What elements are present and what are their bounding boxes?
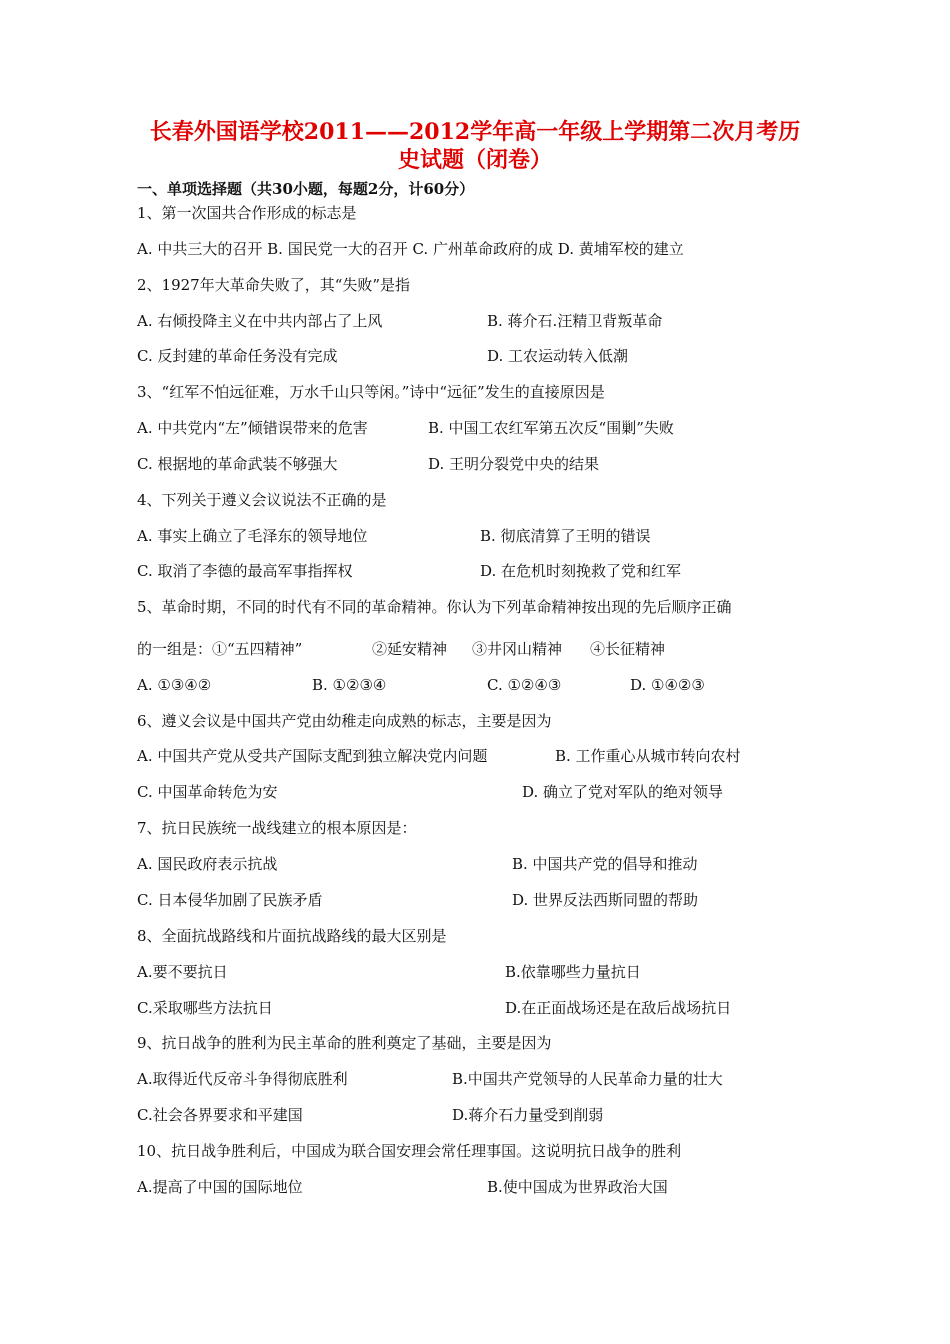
option-b: B. 中国共产党的倡导和推动 <box>512 855 698 873</box>
question-stem: 10、抗日战争胜利后，中国成为联合国安理会常任理事国。这说明抗日战争的胜利 <box>137 1142 682 1160</box>
option-b: B. ①②③④ <box>312 676 387 694</box>
exam-title-line-2: 史试题（闭卷） <box>397 147 552 173</box>
question-stem: 8、全面抗战路线和片面抗战路线的最大区别是 <box>137 927 447 945</box>
option-b: B. 蒋介石.汪精卫背叛革命 <box>487 312 663 330</box>
question-options: A. 中共三大的召开 B. 国民党一大的召开 C. 广州革命政府的成 D. 黄埔军校的建立 <box>137 240 684 258</box>
option-a: A. 中国共产党从受共产国际支配到独立解决党内问题 <box>137 747 488 765</box>
option-d: D. ①④②③ <box>630 676 705 694</box>
option-a: A.提高了中国的国际地位 <box>137 1178 303 1196</box>
option-d: D. 在危机时刻挽救了党和红军 <box>480 562 682 580</box>
spirit-item: ③井冈山精神 <box>472 640 563 658</box>
question-stem: 1、第一次国共合作形成的标志是 <box>137 204 357 222</box>
question-stem: 9、抗日战争的胜利为民主革命的胜利奠定了基础，主要是因为 <box>137 1034 552 1052</box>
question-stem: 5、革命时期，不同的时代有不同的革命精神。你认为下列革命精神按出现的先后顺序正确 <box>137 598 732 616</box>
option-b: B.使中国成为世界政治大国 <box>487 1178 668 1196</box>
option-a: A.要不要抗日 <box>137 963 228 981</box>
option-d: D. 王明分裂党中央的结果 <box>428 455 600 473</box>
spirit-item: ④长征精神 <box>590 640 666 658</box>
question-stem: 4、下列关于遵义会议说法不正确的是 <box>137 491 387 509</box>
question-stem: 3、“红军不怕远征难，万水千山只等闲。”诗中“远征”发生的直接原因是 <box>137 383 605 401</box>
spirit-item: ②延安精神 <box>372 640 448 658</box>
section-heading: 一、单项选择题（共30小题，每题2分，计60分） <box>137 180 475 198</box>
option-c: C. 反封建的革命任务没有完成 <box>137 347 338 365</box>
option-c: C.社会各界要求和平建国 <box>137 1106 303 1124</box>
option-d: D. 确立了党对军队的绝对领导 <box>522 783 724 801</box>
option-c: C. 根据地的革命武装不够强大 <box>137 455 338 473</box>
question-stem-continued: 的一组是：①“五四精神” <box>137 640 303 658</box>
option-d: D. 工农运动转入低潮 <box>487 347 629 365</box>
question-stem: 2、1927年大革命失败了，其“失败”是指 <box>137 276 411 294</box>
option-b: B. 工作重心从城市转向农村 <box>555 747 741 765</box>
option-a: A. ①③④② <box>137 676 212 694</box>
option-d: D.蒋介石力量受到削弱 <box>452 1106 604 1124</box>
exam-title-line-1: 长春外国语学校2011——2012学年高一年级上学期第二次月考历 <box>149 119 801 145</box>
option-a: A. 事实上确立了毛泽东的领导地位 <box>137 527 368 545</box>
option-a: A. 中共党内“左”倾错误带来的危害 <box>137 419 368 437</box>
option-c: C. 取消了李德的最高军事指挥权 <box>137 562 353 580</box>
option-a: A.取得近代反帝斗争得彻底胜利 <box>137 1070 348 1088</box>
exam-title <box>120 118 830 174</box>
option-a: A. 右倾投降主义在中共内部占了上风 <box>137 312 383 330</box>
option-a: A. 国民政府表示抗战 <box>137 855 278 873</box>
option-b: B. 中国工农红军第五次反“围剿”失败 <box>428 419 674 437</box>
option-d: D. 世界反法西斯同盟的帮助 <box>512 891 699 909</box>
question-stem: 7、抗日民族统一战线建立的根本原因是： <box>137 819 417 837</box>
option-b: B. 彻底清算了王明的错误 <box>480 527 651 545</box>
option-b: B.中国共产党领导的人民革命力量的壮大 <box>452 1070 723 1088</box>
option-c: C. ①②④③ <box>487 676 562 694</box>
option-b: B.依靠哪些力量抗日 <box>505 963 641 981</box>
option-d: D.在正面战场还是在敌后战场抗日 <box>505 999 732 1017</box>
option-c: C. 中国革命转危为安 <box>137 783 278 801</box>
option-c: C.采取哪些方法抗日 <box>137 999 273 1017</box>
question-stem: 6、遵义会议是中国共产党由幼稚走向成熟的标志，主要是因为 <box>137 712 552 730</box>
option-c: C. 日本侵华加剧了民族矛盾 <box>137 891 323 909</box>
